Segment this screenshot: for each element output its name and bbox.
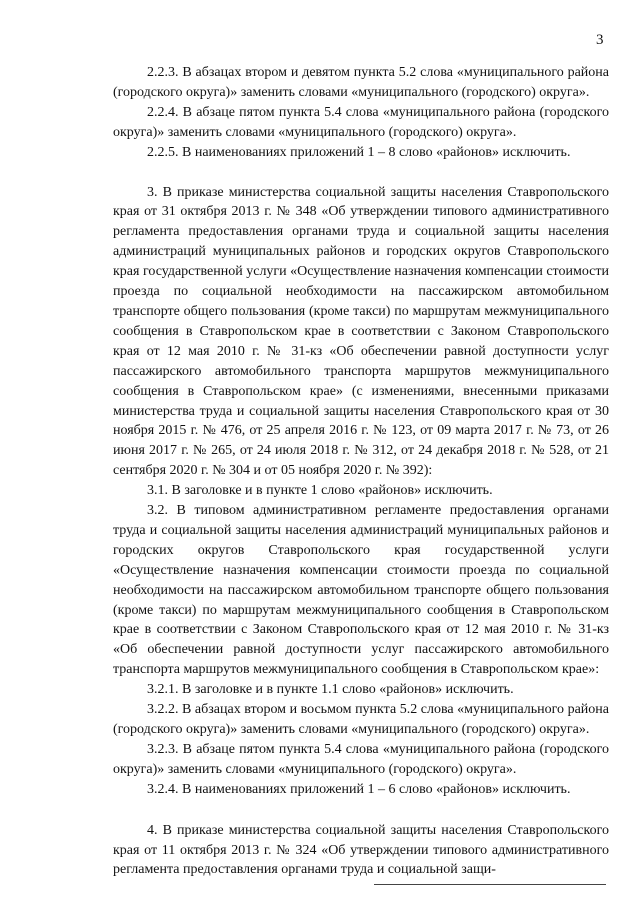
page-number: 3 bbox=[596, 32, 604, 48]
paragraph-3-2-3: 3.2.3. В абзаце пятом пункта 5.4 слова «муниципального района (городского округа)» заменить словами «муниципального (городского) округа». bbox=[113, 741, 609, 777]
document-body bbox=[113, 63, 609, 880]
section-gap bbox=[113, 163, 609, 183]
paragraph-3: 3. В приказе министерства социальной защиты населения Ставропольского края от 31 октября 2013 г. № 348 «Об утверждении типового административного регламента предоставления органами труда и социальной защиты населения администраций муниципальных районов и городских округов Ставропольского края государственной услуги «Осуществление назначения компенсации стоимости проезда по социальной необходимости на пассажирском автомобильном транспорте общего пользования (кроме такси) по маршрутам межмуниципального сообщения в Ставропольском крае в соответствии с Законом Ставропольского края от 12 мая 2010 г. № 31-кз «Об обеспечении равной доступности услуг пассажирского автомобильного транспорта маршрутов межмуниципального сообщения в Ставропольском крае» (с изменениями, внесенными приказами министерства труда и социальной защиты населения Ставропольского края от 30 ноября 2015 г. № 476, от 25 апреля 2016 г. № 123, от 09 марта 2017 г. № 73, от 26 июня 2017 г. № 265, от 24 июля 2018 г. № 312, от 24 декабря 2018 г. № 528, от 21 сентября 2020 г. № 304 и от 05 ноября 2020 г. № 392): bbox=[113, 184, 609, 479]
paragraph-3-2-4: 3.2.4. В наименованиях приложений 1 – 6 слово «районов» исключить. bbox=[147, 781, 571, 797]
paragraph-2-2-5: 2.2.5. В наименованиях приложений 1 – 8 слово «районов» исключить. bbox=[147, 144, 571, 160]
paragraph-3-2-2: 3.2.2. В абзацах втором и восьмом пункта 5.2 слова «муниципального района (городского округа)» заменить словами «муниципального (городского) округа». bbox=[113, 702, 609, 737]
paragraph-3-2: 3.2. В типовом административном регламенте предоставления органами труда и социальной защиты населения администраций муниципальных районов и городских округов Ставропольского края государственной услуги «Осуществление назначения компенсации стоимости проезда по социальной необходимости на пассажирском автомобильном транспорте общего пользования (кроме такси) по маршрутам межмуниципального сообщения в Ставропольском крае в соответствии с Законом Ставропольского края от 12 мая 2010 г. № 31-кз «Об обеспечении равной доступности услуг пассажирского автомобильного транспорта маршрутов межмуниципального сообщения в Ставропольском крае»: bbox=[113, 503, 609, 678]
paragraph-2-2-4: 2.2.4. В абзаце пятом пункта 5.4 слова «муниципального района (городского округа)» заменить словами «муниципального (городского) округа». bbox=[113, 104, 609, 140]
paragraph-2-2-3: 2.2.3. В абзацах втором и девятом пункта 5.2 слова «муниципального района (городского округа)» заменить словами «муниципального (городского) округа». bbox=[113, 65, 609, 100]
paragraph-3-1: 3.1. В заголовке и в пункте 1 слово «районов» исключить. bbox=[147, 483, 493, 499]
bottom-rule bbox=[374, 884, 606, 885]
section-gap bbox=[113, 800, 609, 821]
paragraph-4: 4. В приказе министерства социальной защиты населения Ставропольского края от 11 октября 2013 г. № 324 «Об утверждении типового административного регламента предоставления органами труда и социальной защи- bbox=[113, 822, 609, 878]
paragraph-3-2-1: 3.2.1. В заголовке и в пункте 1.1 слово «районов» исключить. bbox=[147, 682, 514, 698]
